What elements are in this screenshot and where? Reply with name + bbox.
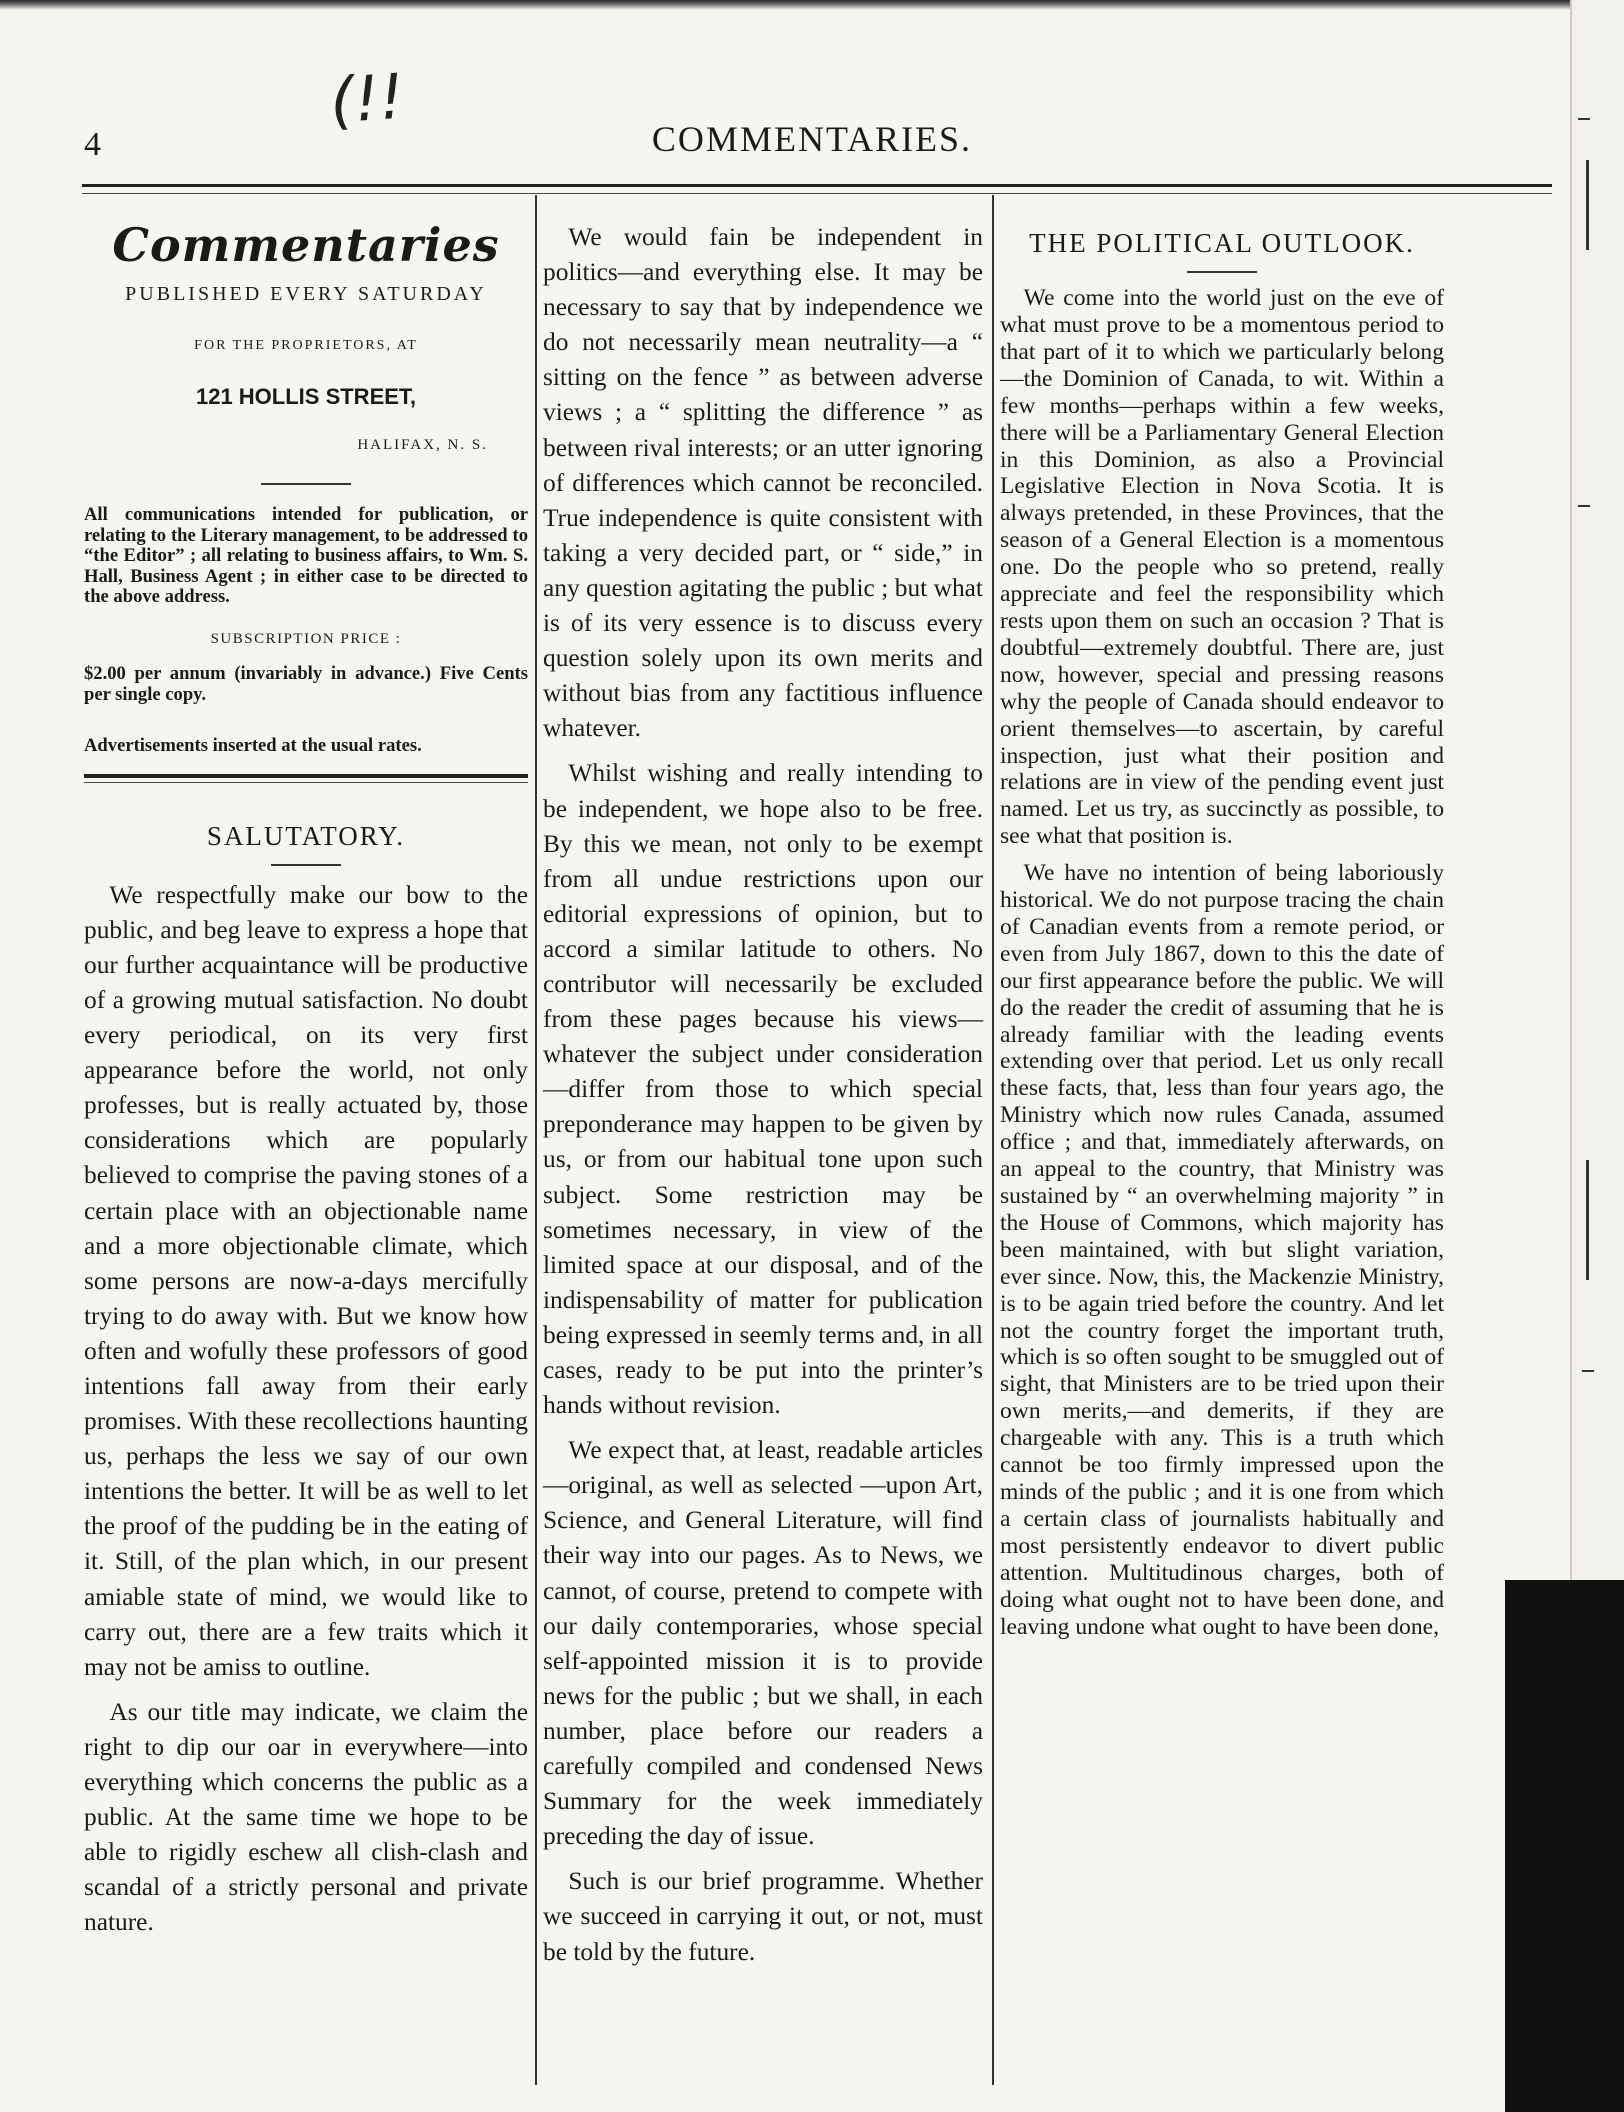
column-3 bbox=[1000, 220, 1444, 1650]
section-rule bbox=[84, 774, 528, 783]
column-rule bbox=[992, 195, 994, 2085]
salutatory-heading: SALUTATORY. bbox=[206, 820, 406, 851]
column-2 bbox=[543, 220, 983, 1980]
salutatory-paragraph: Whilst wishing and really intending to be independent, we hope also to be free. By this we mean, not only to be exempt from all undue restrictions upon our editorial expressions of opinion, but to accord a similar latitude to others. No contributor will necessarily be excluded from these pages because his views—whatever the subject under consideration—differ from those to which special preponderance may happen to be given by us, or from our habitual tone upon such subject. Some restriction may be sometimes necessary, in view of the limited space at our disposal, and of the indispensability of matter for publication being expressed in seemly terms and, in all cases, ready to be put into the printer’s hands without revision. bbox=[543, 759, 983, 1420]
salutatory-paragraph: We respectfully make our bow to the public, and beg leave to express a hope that our further acquaintance will be productive of a growing mutual satisfaction. No doubt every periodical, on its very first appearance before the world, not only professes, but is really actuated by, those considerations which are popularly believed to comprise the paving stones of a certain place with an objectionable name and a more objectionable climate, which some persons are now-a-days mercifully trying to do away with. But we know how often and wofully these professors of good intentions fall away from their early promises. With these recollections haunting us, perhaps the less we say of our own intentions the better. It will be as well to let the proof of the pudding be in the eating of it. Still, of the plan which, in our present amiable state of mind, we would like to carry out, there are a few traits which it may not be amiss to outline. bbox=[84, 880, 528, 1681]
heading-rule bbox=[271, 864, 341, 866]
scan-top-edge bbox=[0, 0, 1624, 10]
column-1 bbox=[84, 220, 528, 1951]
handwritten-annotation: (!! bbox=[327, 59, 407, 138]
salutatory-paragraph: As our title may indicate, we claim the right to dip our oar in everywhere—into everything which concerns the public as a public. At the same time we hope to be able to rigidly eschew all clish-clash and scandal of a strictly personal and private nature. bbox=[84, 1697, 528, 1937]
page-number: 4 bbox=[84, 126, 101, 163]
header-rule bbox=[82, 184, 1552, 194]
street-address: 121 HOLLIS STREET, bbox=[195, 384, 417, 410]
salutatory-paragraph: We would fain be independent in politics—and everything else. It may be necessary to say that by independence we do not necessarily mean neutrality—a “ sitting on the fence ” as between adverse views ; a “ splitting the difference ” as between rival interests; or an utter ignoring of differences which cannot be reconciled. True independence is quite consistent with taking a very decided part, or “ side,” in any question agitating the public ; but what is of its very essence is to discuss every question solely upon its own merits and without bias from any factitious influence whatever. bbox=[543, 223, 983, 743]
communications-notice: All communications intended for publication, or relating to the Literary management, to be addressed to “the Editor” ; all relating to business affairs, to Wm. S. Hall, Business Agent ; in either case to be directed to the above address. bbox=[84, 504, 528, 608]
subscription-price: $2.00 per annum (invariably in advance.) Five Cents per single copy. bbox=[84, 662, 528, 705]
divider bbox=[261, 483, 351, 485]
salutatory-paragraph: We expect that, at least, readable articles—original, as well as selected —upon Art, Science, and General Literature, will find their way into our pages. As to News, we cannot, of course, pretend to compete with our daily contemporaries, whose special self-appointed mission it is to provide news for the public ; but we shall, in each number, place before our readers a carefully compiled and condensed News Summary for the week immediately preceding the day of issue. bbox=[543, 1436, 983, 1851]
running-head: COMMENTARIES. bbox=[651, 119, 973, 159]
published-line: PUBLISHED EVERY SATURDAY bbox=[125, 283, 487, 306]
political-outlook-heading: THE POLITICAL OUTLOOK. bbox=[1029, 228, 1415, 258]
city-line: HALIFAX, N. S. bbox=[357, 437, 488, 454]
column-rule bbox=[535, 195, 537, 2085]
margin-tick bbox=[1578, 505, 1590, 507]
subscription-label: SUBSCRIPTION PRICE : bbox=[210, 630, 402, 647]
advertisements-notice: Advertisements inserted at the usual rates. bbox=[84, 734, 422, 756]
margin-bracket bbox=[1586, 1160, 1597, 1280]
heading-rule bbox=[1187, 271, 1257, 273]
scan-shadow bbox=[1505, 1580, 1624, 2112]
margin-tick bbox=[1582, 1370, 1594, 1372]
margin-bracket bbox=[1586, 160, 1597, 250]
outlook-paragraph: We have no intention of being laboriously historical. We do not purpose tracing the chain of Canadian events from a remote period, or even from July 1867, down to this the date of our first appearance before the public. We will do the reader the credit of assuming that he is already familiar with the leading events extending over that period. Let us only recall these facts, that, less than four years ago, the Ministry which now rules Canada, assumed office ; and that, immediately afterwards, on an appeal to the country, that Ministry was sustained by “ an overwhelming majority ” in the House of Commons, which majority has been maintained, with but slight variation, ever since. Now, this, the Mackenzie Ministry, is to be again tried before the country. And let not the country forget the important truth, which is so often sought to be smuggled out of sight, that Ministers are to be tried upon their own merits,—and demerits, if they are chargeable with any. This is a truth which cannot be too firmly impressed upon the minds of the public ; and it is one from which a certain class of journalists habitually and most persistently endeavor to divert public attention. Multitudinous charges, both of doing what ought not to have been done, and leaving undone what ought to have been done, bbox=[1000, 860, 1444, 1640]
salutatory-paragraph: Such is our brief programme. Whether we succeed in carrying it out, or not, must be told by the future. bbox=[543, 1867, 983, 1966]
proprietors-line: FOR THE PROPRIETORS, AT bbox=[194, 338, 418, 354]
outlook-paragraph: We come into the world just on the eve of what must prove to be a momentous period to that part of it to which we particularly belong—the Dominion of Canada, to wit. Within a few months—perhaps within a few weeks, there will be a Parliamentary General Election in this Dominion, as also a Provincial Legislative Election in Nova Scotia. It is always pretended, in these Provinces, that the season of a General Election is a momentous one. Do the people who so pretend, really appreciate and feel the responsibility which rests upon them on such an occasion ? That is doubtful—extremely doubtful. There are, just now, however, special and pressing reasons why the people of Canada should endeavor to orient themselves—to ascertain, by careful inspection, just what their position and relations are in view of the pending event just named. Let us try, as succinctly as possible, to see what that position is. bbox=[1000, 285, 1444, 850]
masthead-title: Commentaries bbox=[112, 218, 500, 272]
